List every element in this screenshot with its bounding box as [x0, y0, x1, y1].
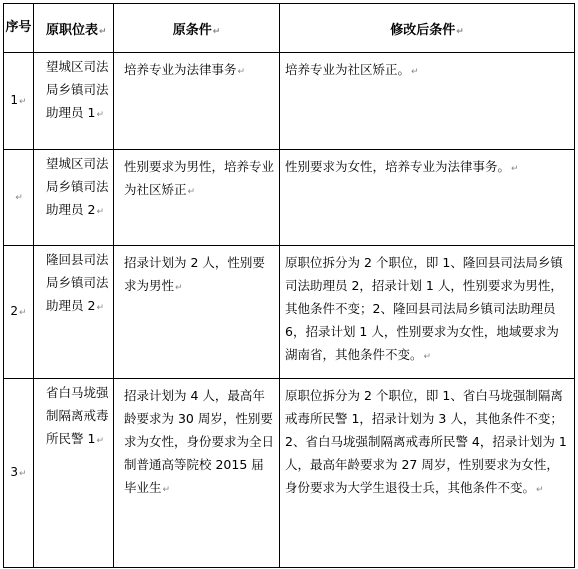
- conditions-table: [3, 3, 575, 568]
- table-row: [4, 246, 575, 379]
- row-position: 望城区司法局乡镇司法助理员 1↵: [34, 53, 114, 150]
- row-index: 1↵: [4, 53, 34, 150]
- table-row: [4, 53, 575, 150]
- row-index: 2↵: [4, 246, 34, 379]
- header-original: 原条件↵: [114, 4, 280, 53]
- row-position: 隆回县司法局乡镇司法助理员 2↵: [34, 246, 114, 379]
- header-position: 原职位表↵: [34, 4, 114, 53]
- table-row: [4, 150, 575, 246]
- row-original: 培养专业为法律事务↵: [114, 53, 280, 150]
- row-position: 望城区司法局乡镇司法助理员 2↵: [34, 150, 114, 246]
- header-index: 序号: [4, 4, 34, 53]
- row-original: 招录计划为 4 人，最高年龄要求为 30 周岁，性别要求为女性，身份要求为全日制普通高等院校 2015 届毕业生↵: [114, 379, 280, 568]
- row-original: 性别要求为男性，培养专业为社区矫正↵: [114, 150, 280, 246]
- row-modified: 培养专业为社区矫正。↵: [280, 53, 575, 150]
- row-original: 招录计划为 2 人，性别要求为男性↵: [114, 246, 280, 379]
- table-row: [4, 379, 575, 568]
- header-modified: 修改后条件↵: [280, 4, 575, 53]
- row-modified: 性别要求为女性，培养专业为法律事务。↵: [280, 150, 575, 246]
- row-index: 3↵: [4, 379, 34, 568]
- row-modified: 原职位拆分为 2 个职位，即 1、隆回县司法局乡镇司法助理员 2，招录计划 1 人，性别要求为男性，其他条件不变；2、隆回县司法局乡镇司法助理员 6，招录计划 1 人，性别要求为女性，地域要求为湖南省，其他条件不变。↵: [280, 246, 575, 379]
- row-index: ↵: [4, 150, 34, 246]
- row-position: 省白马垅强制隔离戒毒所民警 1↵: [34, 379, 114, 568]
- row-modified: 原职位拆分为 2 个职位，即 1、省白马垅强制隔离戒毒所民警 1，招录计划为 3 人，其他条件不变；2、省白马垅强制隔离戒毒所民警 4，招录计划为 1 人，最高年龄要求为 27 周岁，性别要求为女性，身份要求为大学生退役士兵，其他条件不变。↵: [280, 379, 575, 568]
- header-row: [4, 4, 575, 53]
